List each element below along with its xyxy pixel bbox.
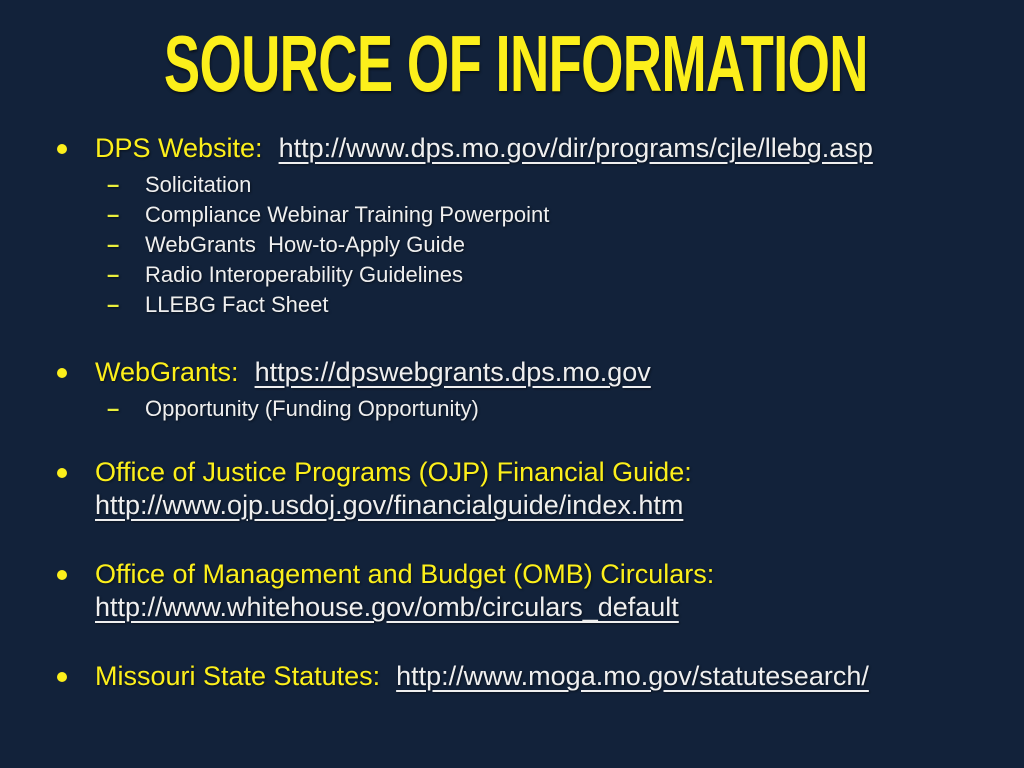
bullet-item-ojp-financial-guide xyxy=(55,456,994,522)
bullet-item-omb-circulars xyxy=(55,558,994,624)
dash-icon: – xyxy=(107,172,120,197)
webgrants-link[interactable]: https://dpswebgrants.dps.mo.gov xyxy=(254,357,651,387)
bullet-label: Office of Justice Programs (OJP) Financial Guide: xyxy=(95,457,692,487)
bullet-label: WebGrants: xyxy=(95,357,239,387)
bullet-icon xyxy=(57,144,67,154)
bullet-icon xyxy=(57,570,67,580)
ojp-financial-guide-link[interactable]: http://www.ojp.usdoj.gov/financialguide/index.htm xyxy=(95,490,684,520)
list-item xyxy=(107,230,994,260)
dash-icon: – xyxy=(107,292,120,317)
slide-body xyxy=(0,104,1024,693)
list-item xyxy=(107,260,994,290)
list-item xyxy=(107,394,994,424)
bullet-item-missouri-statutes xyxy=(55,660,994,693)
sub-list xyxy=(95,170,994,320)
dash-icon: – xyxy=(107,232,120,257)
bullet-item-webgrants xyxy=(55,356,994,424)
sub-item-label: Radio Interoperability Guidelines xyxy=(145,262,463,287)
missouri-statutes-link[interactable]: http://www.moga.mo.gov/statutesearch/ xyxy=(396,661,869,691)
list-item xyxy=(107,200,994,230)
sub-item-label: Compliance Webinar Training Powerpoint xyxy=(145,202,550,227)
omb-circulars-link[interactable]: http://www.whitehouse.gov/omb/circulars_default xyxy=(95,592,679,622)
slide xyxy=(0,19,1024,768)
bullet-icon xyxy=(57,368,67,378)
list-item xyxy=(107,170,994,200)
dash-icon: – xyxy=(107,396,120,421)
slide-title: SOURCE OF INFORMATION xyxy=(163,19,868,108)
list-item xyxy=(107,290,994,320)
bullet-label: Missouri State Statutes: xyxy=(95,661,381,691)
bullet-label: Office of Management and Budget (OMB) Circulars: xyxy=(95,559,715,589)
sub-list xyxy=(95,394,994,424)
sub-item-label: WebGrants How-to-Apply Guide xyxy=(145,232,465,257)
dps-website-link[interactable]: http://www.dps.mo.gov/dir/programs/cjle/llebg.asp xyxy=(278,133,873,163)
bullet-item-dps-website xyxy=(55,132,994,320)
bullet-icon xyxy=(57,468,67,478)
sub-item-label: Solicitation xyxy=(145,172,252,197)
bullet-icon xyxy=(57,672,67,682)
dash-icon: – xyxy=(107,202,120,227)
sub-item-label: LLEBG Fact Sheet xyxy=(145,292,329,317)
sub-item-label: Opportunity (Funding Opportunity) xyxy=(145,396,479,421)
bullet-label: DPS Website: xyxy=(95,133,263,163)
dash-icon: – xyxy=(107,262,120,287)
